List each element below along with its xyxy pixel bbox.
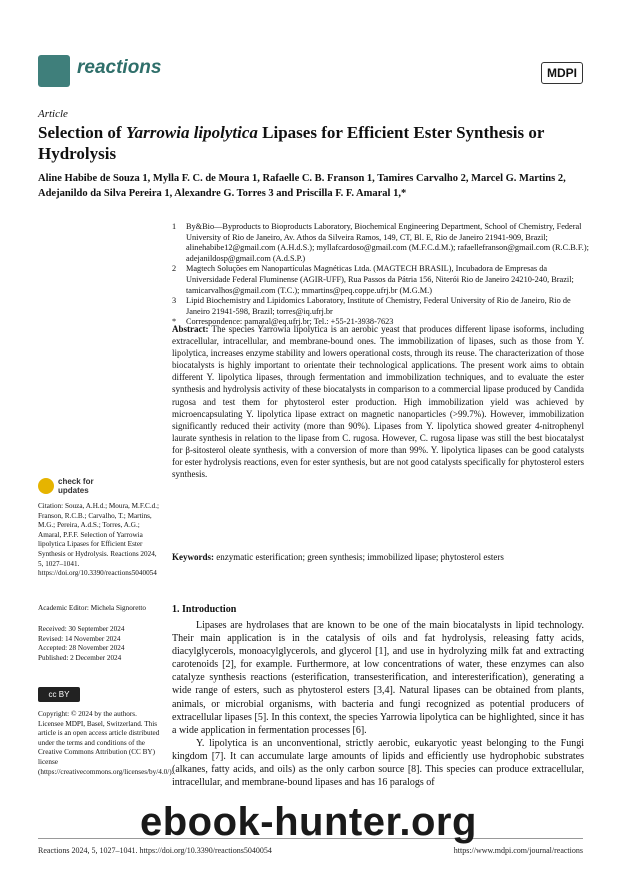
body-text (172, 619, 584, 789)
correspondence: * Correspondence: pamaral@eq.ufrj.br; Tel.: +55-21-3938-7623 (172, 317, 394, 327)
author-line-2: Adejanildo da Silva Pereira 1, Alexandre G. Torres 3 and Priscilla F. F. Amaral 1,* (38, 188, 407, 199)
copyright: Copyright: © 2024 by the authors. Licensee MDPI, Basel, Switzerland. This article is an open access article distributed under the terms and conditions of the Creative Commons Attribution (CC BY) license (https://creativecommons.org/licenses/by/4.0/). (38, 710, 174, 776)
footer (38, 846, 583, 855)
dates: Received: 30 September 2024 Revised: 14 November 2024 Accepted: 28 November 2024 Published: 2 December 2024 (38, 625, 125, 662)
publisher-logo: MDPI (541, 62, 583, 84)
academic-editor: Academic Editor: Michela Signoretto (38, 604, 146, 612)
author-line-1: Aline Habibe de Souza 1, Mylla F. C. de Moura 1, Rafaelle C. B. Franson 1, Tamires Carvalho 2, Marcel G. Martins 2, (38, 173, 566, 184)
watermark: ebook-hunter.org (140, 800, 477, 844)
affiliation-2: 2 Magtech Soluções em Nanopartículas Magnéticas Ltda. (MAGTECH BRASIL), Incubadora de Empresas da Universidade Federal Fluminense (AGIR-UFF), Rua Passos da Pátria 156, Niterói Rio de Janeiro 24210-240, Brazil; tamicarvalhos@gmail.com (T.C.); mmartins@peq.coppe.ufrj.br (M.G.M.) (172, 264, 574, 295)
article-type: Article (38, 108, 68, 120)
keywords: Keywords: enzymatic esterification; green synthesis; immobilized lipase; phytosterol esters (172, 552, 504, 562)
author-list (38, 171, 598, 201)
section-heading: 1. Introduction (172, 604, 237, 615)
citation: Citation: Souza, A.H.d.; Moura, M.F.C.d.; Franson, R.C.B.; Carvalho, T.; Martins, M.G.; Pereira, A.d.S.; Torres, A.G.; Amaral, P.F.F. Selection of Yarrowia lipolytica Lipases for Efficient Ester Synthesis or Hydrolysis. Reactions 2024, 5, 1027–1041. https://doi.org/10.3390/reactions5040054 (38, 502, 160, 578)
check-updates-label[interactable]: check for updates (58, 477, 94, 495)
paragraph-2: Y. lipolytica is an unconventional, strictly aerobic, eukaryotic yeast belonging to the Fungi kingdom [7]. It can accumulate large amounts of lipids and efficiently use hydrophobic substrates (alkanes, fatty acids, and oils) as the only carbon source [8]. This species can produce extracellular, intracellular, and membrane-bound lipases and has 16 paralogs of (172, 737, 584, 789)
paper-title: Selection of Yarrowia lipolytica Lipases for Efficient Ester Synthesis or Hydrolysis (38, 123, 545, 163)
cc-license-icon[interactable]: cc BY (38, 687, 80, 702)
affiliation-3: 3 Lipid Biochemistry and Lipidomics Laboratory, Institute of Chemistry, Federal University of Rio de Janeiro, Rio de Janeiro 21941-598, Brazil; torres@iq.ufrj.br (172, 296, 571, 316)
affiliations (172, 222, 592, 328)
paragraph-1: Lipases are hydrolases that are known to be one of the main biocatalysts in lipid technology. Their main application is in the catalysis of oils and fat hydrolysis, releasing fatty acids, diacylglycerols, monoacylglycerols, and glycerol [1], and use in hydrolyzing milk fat and extracting carotenoids [2], for example. Furthermore, at low concentrations of water, these enzymes can also catalyze synthesis reactions (esterification, transesterification, and interesterification), generating a wide range of esters, such as phytosterol esters [3,4]. Natural lipases can be obtained from plants, animals, or microbial organisms, with bacteria and fungi recognized as potential producers of extracellular lipases [5]. In this context, the species Yarrowia lipolytica can be highlighted, since it has a wide application in fermentation processes [6]. (172, 620, 584, 736)
check-updates-icon[interactable] (38, 478, 54, 494)
affiliation-1: 1 By&Bio—Byproducts to Bioproducts Laboratory, Biochemical Engineering Department, School of Chemistry, Federal University of Rio de Janeiro, Av. Athos da Silveira Ramos, 149, CT, Bl. E, Rio de Janeiro 21941-909, Brazil; alinehabibe12@gmail.com (A.H.d.S.); myllafcardoso@gmail.com (M.F.C.d.M.); rafaellefranson@gmail.com (R.C.B.F.); adejanildosp@gmail.com (A.d.S.P.) (172, 222, 589, 263)
journal-logo-icon (38, 55, 70, 87)
abstract: Abstract: The species Yarrowia lipolytica is an aerobic yeast that produces different lipase isoforms, including extracellular, intracellular, and membrane-bound ones. The immobilization of lipases, such as those from Y. lipolytica, increases enzyme stability and lowers operational costs, through its reuse. The characterization of those biocatalysts is highly important to orientate their technological applications. The present work aims to obtain different Y. lipolytica lipases, through fermentation and immobilization techniques, and to evaluate the ester synthesis and hydrolysis activity of these biocatalysts in comparison to a commercial lipase produced by Candida rugosa and test them for phytosterol ester production. High immobilization yield was achieved by microencapsulating Y. lipolytica lipase extract on magnetic nanoparticles (>99.7%). However, immobilization significantly reduced their activity (more than 90%). Lipases from Y. lipolytica showed greater 4-nitrophenyl laurate synthesis in relation to the lipase from C. rugosa. However, C. rugosa lipase was still the best biocatalyst for β-sitosterol oleate synthesis, with a conversion of more than 99%. Y. lipolytica lipases can be good catalysts for ester hydrolysis reactions, even for ester synthesis, but are not good catalysts specifically for phytosterol esters synthesis. (172, 324, 584, 480)
footer-citation[interactable]: Reactions 2024, 5, 1027–1041. https://doi.org/10.3390/reactions5040054 (38, 846, 272, 855)
journal-name: reactions (77, 57, 162, 78)
footer-journal-link[interactable]: https://www.mdpi.com/journal/reactions (453, 846, 583, 855)
